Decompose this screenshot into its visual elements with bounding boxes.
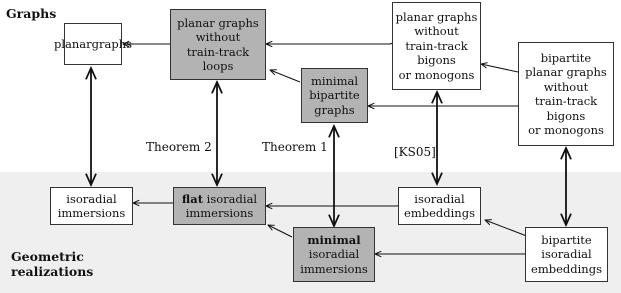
- node-text: planar graphs: [177, 15, 259, 30]
- label-theorem1: Theorem 1: [262, 140, 328, 154]
- node-text: bigons: [417, 53, 456, 68]
- node-text: isoradial: [308, 247, 360, 262]
- node-text: loops: [202, 59, 234, 73]
- label-theorem2: Theorem 2: [146, 140, 212, 154]
- node-minimal-isoradial-immersions: [293, 227, 375, 282]
- node-text: graphs: [91, 36, 133, 51]
- node-text-bold: flat: [181, 191, 204, 206]
- node-text: isoradial: [66, 191, 117, 206]
- node-text: or monogons: [398, 67, 475, 82]
- node-text: bipartite: [540, 50, 592, 65]
- node-planar-no-loops: [170, 9, 266, 80]
- node-isoradial-immersions: [50, 187, 133, 225]
- node-text-line1: [182, 192, 257, 207]
- label-ks05: [KS05]: [394, 145, 436, 159]
- node-text: immersions: [300, 261, 368, 276]
- node-text: planar graphs: [525, 65, 607, 79]
- node-text: immersions: [57, 206, 126, 220]
- node-text: train-track: [534, 94, 598, 108]
- node-text: or monogons: [528, 123, 604, 137]
- node-bipartite-no-bigons: [518, 42, 614, 146]
- section-title-geometric-realizations: Geometric realizations: [11, 249, 94, 279]
- node-text: isoradial: [541, 247, 592, 262]
- edge-bipnobigons-to-nobigons: [481, 64, 518, 72]
- node-text: isoradial: [414, 191, 465, 206]
- node-text: planar graphs: [395, 9, 478, 24]
- node-text: embeddings: [404, 206, 475, 220]
- node-text: graphs: [314, 102, 355, 117]
- section-title-graphs: Graphs: [6, 6, 57, 21]
- node-text: without: [543, 79, 589, 94]
- node-isoradial-embeddings: [398, 187, 481, 225]
- node-text: isoradial: [203, 191, 258, 206]
- node-text: without: [195, 30, 241, 44]
- node-text: train-track: [186, 44, 250, 59]
- node-text: bipartite: [541, 232, 592, 247]
- node-text: embeddings: [531, 261, 602, 276]
- node-text: minimal: [310, 73, 359, 88]
- node-planar-no-bigons: [392, 2, 481, 90]
- edge-minbip-to-noloops: [270, 70, 300, 82]
- node-flat-isoradial-immersions: [173, 187, 266, 225]
- node-text: planar: [53, 36, 92, 51]
- node-planar-graphs: [53, 23, 133, 65]
- node-text: without: [414, 24, 459, 39]
- node-text: bigons: [546, 108, 586, 123]
- node-minimal-bipartite: [301, 68, 368, 123]
- node-text: immersions: [185, 206, 254, 220]
- node-text: bipartite: [309, 88, 360, 103]
- node-text-bold: minimal: [307, 232, 361, 247]
- node-bipartite-isoradial-embeddings: [525, 227, 608, 282]
- node-text: train-track: [405, 38, 468, 53]
